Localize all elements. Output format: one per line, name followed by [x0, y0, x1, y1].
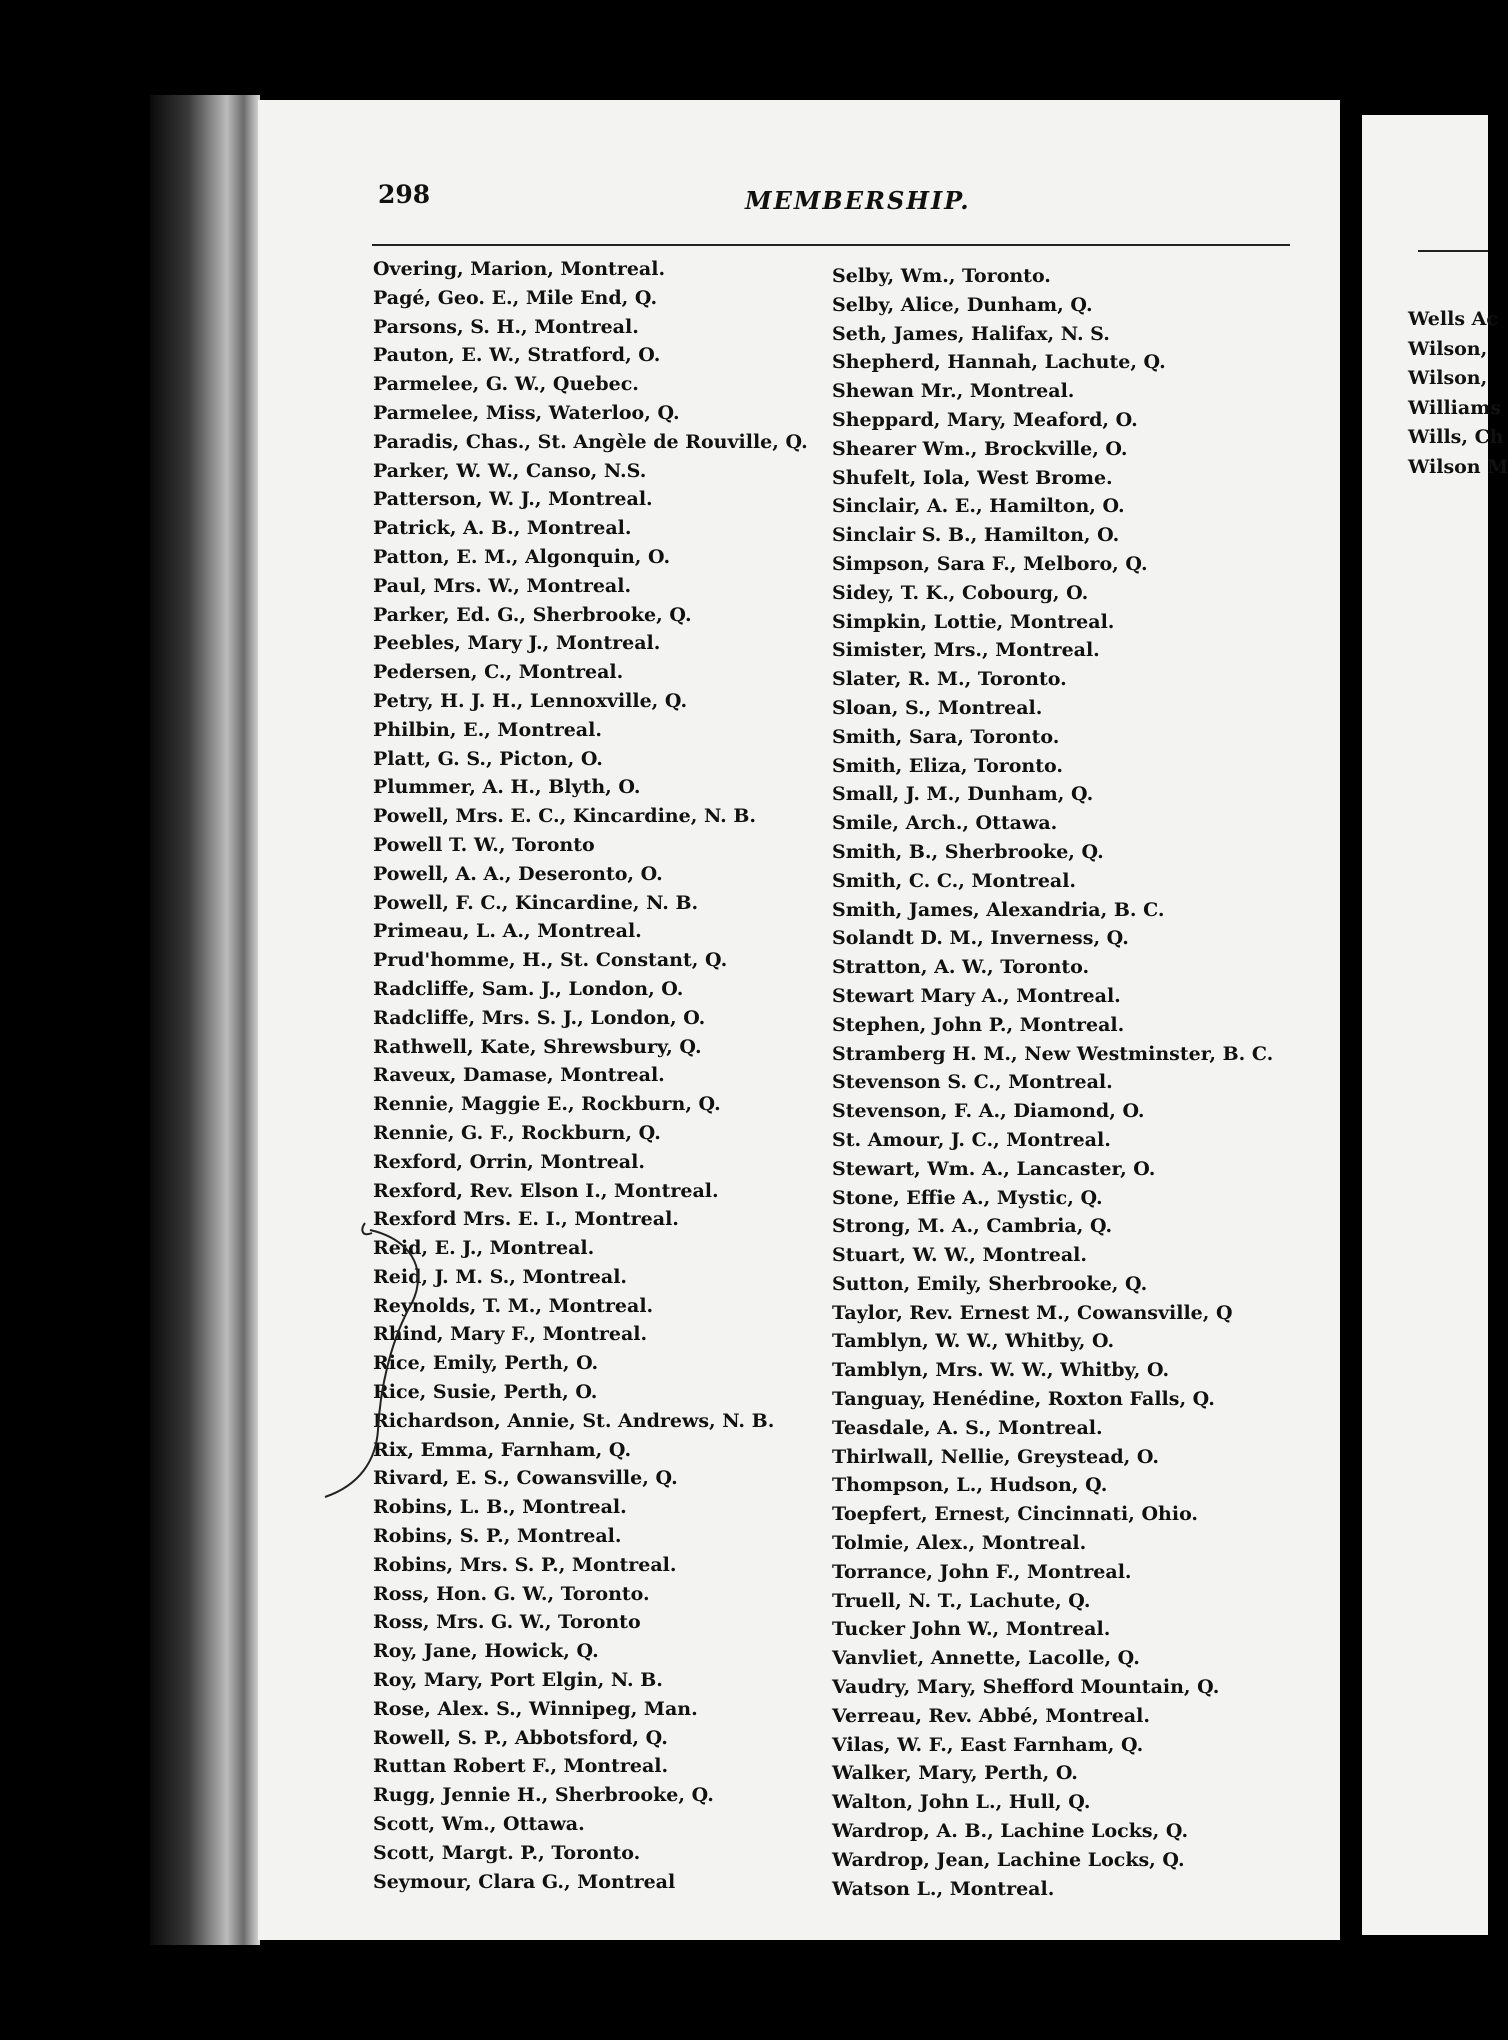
adjacent-header-rule [1418, 250, 1488, 252]
member-entry: Powell, F. C., Kincardine, N. B. [373, 891, 699, 914]
member-entry: Tamblyn, Mrs. W. W., Whitby, O. [832, 1359, 1170, 1382]
member-entry: Selby, Alice, Dunham, Q. [832, 293, 1093, 316]
page-number: 298 [378, 180, 431, 209]
member-entry: Smith, B., Sherbrooke, Q. [832, 840, 1104, 863]
member-entry: Rathwell, Kate, Shrewsbury, Q. [373, 1035, 702, 1058]
member-entry: Solandt D. M., Inverness, Q. [832, 927, 1129, 950]
member-entry: St. Amour, J. C., Montreal. [832, 1128, 1111, 1151]
member-entry: Selby, Wm., Toronto. [832, 265, 1051, 287]
member-entry: Stewart Mary A., Montreal. [832, 984, 1121, 1007]
member-list-left-column [373, 255, 808, 1896]
member-entry: Scott, Wm., Ottawa. [373, 1813, 585, 1836]
member-entry: Taylor, Rev. Ernest M., Cowansville, Q [832, 1301, 1233, 1324]
member-entry: Rexford Mrs. E. I., Montreal. [373, 1208, 679, 1231]
member-entry: Thirlwall, Nellie, Greystead, O. [832, 1445, 1159, 1468]
member-entry: Rowell, S. P., Abbotsford, Q. [373, 1726, 668, 1749]
member-entry: Roy, Mary, Port Elgin, N. B. [373, 1669, 663, 1692]
member-entry: Sloan, S., Montreal. [832, 696, 1043, 719]
member-entry: Smith, C. C., Montreal. [832, 869, 1077, 892]
member-entry: Walker, Mary, Perth, O. [832, 1762, 1078, 1785]
running-head: MEMBERSHIP. [745, 186, 971, 215]
member-entry: Philbin, E., Montreal. [373, 718, 602, 741]
member-entry: Wilson, [1408, 337, 1488, 360]
member-entry: Stratton, A. W., Toronto. [832, 956, 1090, 979]
member-entry: Parker, W. W., Canso, N.S. [373, 459, 647, 482]
member-entry: Rexford, Orrin, Montreal. [373, 1150, 645, 1173]
member-entry: Patrick, A. B., Montreal. [373, 517, 632, 540]
member-entry: Teasdale, A. S., Montreal. [832, 1416, 1103, 1439]
member-entry: Wardrop, A. B., Lachine Locks, Q. [832, 1820, 1189, 1843]
member-entry: Robins, S. P., Montreal. [373, 1525, 622, 1548]
member-entry: Pedersen, C., Montreal. [373, 661, 624, 684]
member-entry: Sheppard, Mary, Meaford, O. [832, 408, 1138, 431]
member-entry: Parsons, S. H., Montreal. [373, 315, 639, 338]
member-entry: Rennie, Maggie E., Rockburn, Q. [373, 1093, 721, 1116]
member-entry: Wilson M [1408, 455, 1508, 478]
member-list-right-column [832, 262, 1273, 1903]
member-entry: Toepfert, Ernest, Cincinnati, Ohio. [832, 1503, 1199, 1526]
member-entry: Vilas, W. F., East Farnham, Q. [832, 1733, 1144, 1756]
member-entry: Wells Ac [1408, 308, 1498, 330]
member-entry: Shufelt, Iola, West Brome. [832, 466, 1113, 489]
member-entry: Sinclair, A. E., Hamilton, O. [832, 495, 1125, 518]
member-entry: Stephen, John P., Montreal. [832, 1013, 1125, 1036]
member-entry: Rix, Emma, Farnham, Q. [373, 1438, 632, 1461]
member-entry: Smith, James, Alexandria, B. C. [832, 898, 1165, 921]
member-entry: Simister, Mrs., Montreal. [832, 639, 1100, 662]
member-entry: Robins, L. B., Montreal. [373, 1496, 627, 1519]
member-entry: Rivard, E. S., Cowansville, Q. [373, 1467, 678, 1490]
member-entry: Smile, Arch., Ottawa. [832, 812, 1058, 835]
member-entry: Truell, N. T., Lachute, Q. [832, 1589, 1091, 1612]
member-entry: Stone, Effie A., Mystic, Q. [832, 1186, 1103, 1209]
member-entry: Vaudry, Mary, Shefford Mountain, Q. [832, 1676, 1220, 1699]
page-gutter [1340, 110, 1362, 1940]
member-entry: Simpson, Sara F., Melboro, Q. [832, 552, 1148, 575]
member-entry: Scott, Margt. P., Toronto. [373, 1841, 641, 1864]
member-entry: Simpkin, Lottie, Montreal. [832, 610, 1115, 633]
adjacent-page-column [1408, 305, 1508, 482]
member-entry: Ross, Mrs. G. W., Toronto [373, 1611, 641, 1634]
member-entry: Platt, G. S., Picton, O. [373, 747, 603, 770]
member-entry: Prud'homme, H., St. Constant, Q. [373, 949, 728, 972]
member-entry: Powell, Mrs. E. C., Kincardine, N. B. [373, 805, 756, 828]
member-entry: Parmelee, Miss, Waterloo, Q. [373, 401, 680, 424]
member-entry: Rugg, Jennie H., Sherbrooke, Q. [373, 1784, 714, 1807]
member-entry: Rexford, Rev. Elson I., Montreal. [373, 1179, 719, 1202]
member-entry: Rhind, Mary F., Montreal. [373, 1323, 648, 1346]
member-entry: Williams [1408, 396, 1501, 419]
member-entry: Stevenson S. C., Montreal. [832, 1071, 1113, 1094]
member-entry: Sidey, T. K., Cobourg, O. [832, 581, 1089, 604]
member-entry: Pauton, E. W., Stratford, O. [373, 344, 661, 367]
member-entry: Reid, E. J., Montreal. [373, 1237, 595, 1260]
member-entry: Rennie, G. F., Rockburn, Q. [373, 1121, 661, 1144]
member-entry: Rice, Susie, Perth, O. [373, 1381, 598, 1404]
member-entry: Verreau, Rev. Abbé, Montreal. [832, 1704, 1150, 1727]
member-entry: Tucker John W., Montreal. [832, 1618, 1111, 1641]
pen-annotation-mark [320, 1215, 480, 1515]
member-entry: Thompson, L., Hudson, Q. [832, 1474, 1108, 1497]
member-entry: Shewan Mr., Montreal. [832, 380, 1075, 403]
member-entry: Strong, M. A., Cambria, Q. [832, 1215, 1113, 1238]
member-entry: Shearer Wm., Brockville, O. [832, 437, 1128, 460]
member-entry: Reid, J. M. S., Montreal. [373, 1265, 628, 1288]
member-entry: Rose, Alex. S., Winnipeg, Man. [373, 1697, 698, 1720]
member-entry: Stuart, W. W., Montreal. [832, 1244, 1088, 1267]
member-entry: Smith, Sara, Toronto. [832, 725, 1060, 748]
member-entry: Raveux, Damase, Montreal. [373, 1064, 665, 1087]
member-entry: Radcliffe, Sam. J., London, O. [373, 977, 684, 1000]
member-entry: Rice, Emily, Perth, O. [373, 1352, 599, 1375]
member-entry: Paradis, Chas., St. Angèle de Rouville, Q. [373, 430, 808, 453]
member-entry: Ruttan Robert F., Montreal. [373, 1755, 669, 1778]
member-entry: Reynolds, T. M., Montreal. [373, 1294, 654, 1317]
member-entry: Tamblyn, W. W., Whitby, O. [832, 1330, 1115, 1353]
member-entry: Torrance, John F., Montreal. [832, 1560, 1132, 1583]
member-entry: Ross, Hon. G. W., Toronto. [373, 1582, 650, 1605]
member-entry: Peebles, Mary J., Montreal. [373, 632, 661, 655]
member-entry: Wills, Ch [1408, 426, 1504, 448]
book-spine-shadow [150, 95, 260, 1945]
member-entry: Patterson, W. J., Montreal. [373, 488, 653, 511]
member-entry: Stramberg H. M., New Westminster, B. C. [832, 1042, 1274, 1065]
member-entry: Walton, John L., Hull, Q. [832, 1791, 1091, 1814]
member-entry: Small, J. M., Dunham, Q. [832, 783, 1094, 806]
member-entry: Seymour, Clara G., Montreal [373, 1870, 676, 1893]
member-entry: Petry, H. J. H., Lennoxville, Q. [373, 689, 688, 712]
member-entry: Sutton, Emily, Sherbrooke, Q. [832, 1272, 1148, 1295]
member-entry: Pagé, Geo. E., Mile End, Q. [373, 286, 658, 309]
member-entry: Stevenson, F. A., Diamond, O. [832, 1100, 1145, 1123]
member-entry: Parmelee, G. W., Quebec. [373, 373, 639, 396]
member-entry: Watson L., Montreal. [832, 1877, 1055, 1900]
member-entry: Paul, Mrs. W., Montreal. [373, 574, 632, 597]
member-entry: Robins, Mrs. S. P., Montreal. [373, 1553, 677, 1576]
member-entry: Parker, Ed. G., Sherbrooke, Q. [373, 603, 692, 626]
member-entry: Overing, Marion, Montreal. [373, 258, 666, 280]
member-entry: Powell T. W., Toronto [373, 833, 595, 856]
member-entry: Stewart, Wm. A., Lancaster, O. [832, 1157, 1156, 1180]
member-entry: Smith, Eliza, Toronto. [832, 754, 1063, 777]
member-entry: Powell, A. A., Deseronto, O. [373, 862, 663, 885]
member-entry: Roy, Jane, Howick, Q. [373, 1640, 599, 1663]
member-entry: Patton, E. M., Algonquin, O. [373, 545, 671, 568]
member-entry: Vanvliet, Annette, Lacolle, Q. [832, 1647, 1140, 1670]
header-rule [372, 244, 1290, 246]
member-entry: Sinclair S. B., Hamilton, O. [832, 524, 1120, 547]
member-entry: Tanguay, Henédine, Roxton Falls, Q. [832, 1388, 1215, 1411]
member-entry: Tolmie, Alex., Montreal. [832, 1532, 1087, 1555]
member-entry: Radcliffe, Mrs. S. J., London, O. [373, 1006, 706, 1029]
member-entry: Wardrop, Jean, Lachine Locks, Q. [832, 1848, 1185, 1871]
member-entry: Primeau, L. A., Montreal. [373, 920, 642, 943]
member-entry: Richardson, Annie, St. Andrews, N. B. [373, 1409, 775, 1432]
member-entry: Wilson, [1408, 367, 1488, 389]
member-entry: Plummer, A. H., Blyth, O. [373, 776, 641, 799]
member-entry: Seth, James, Halifax, N. S. [832, 322, 1110, 345]
member-entry: Slater, R. M., Toronto. [832, 668, 1067, 691]
member-entry: Shepherd, Hannah, Lachute, Q. [832, 351, 1166, 374]
